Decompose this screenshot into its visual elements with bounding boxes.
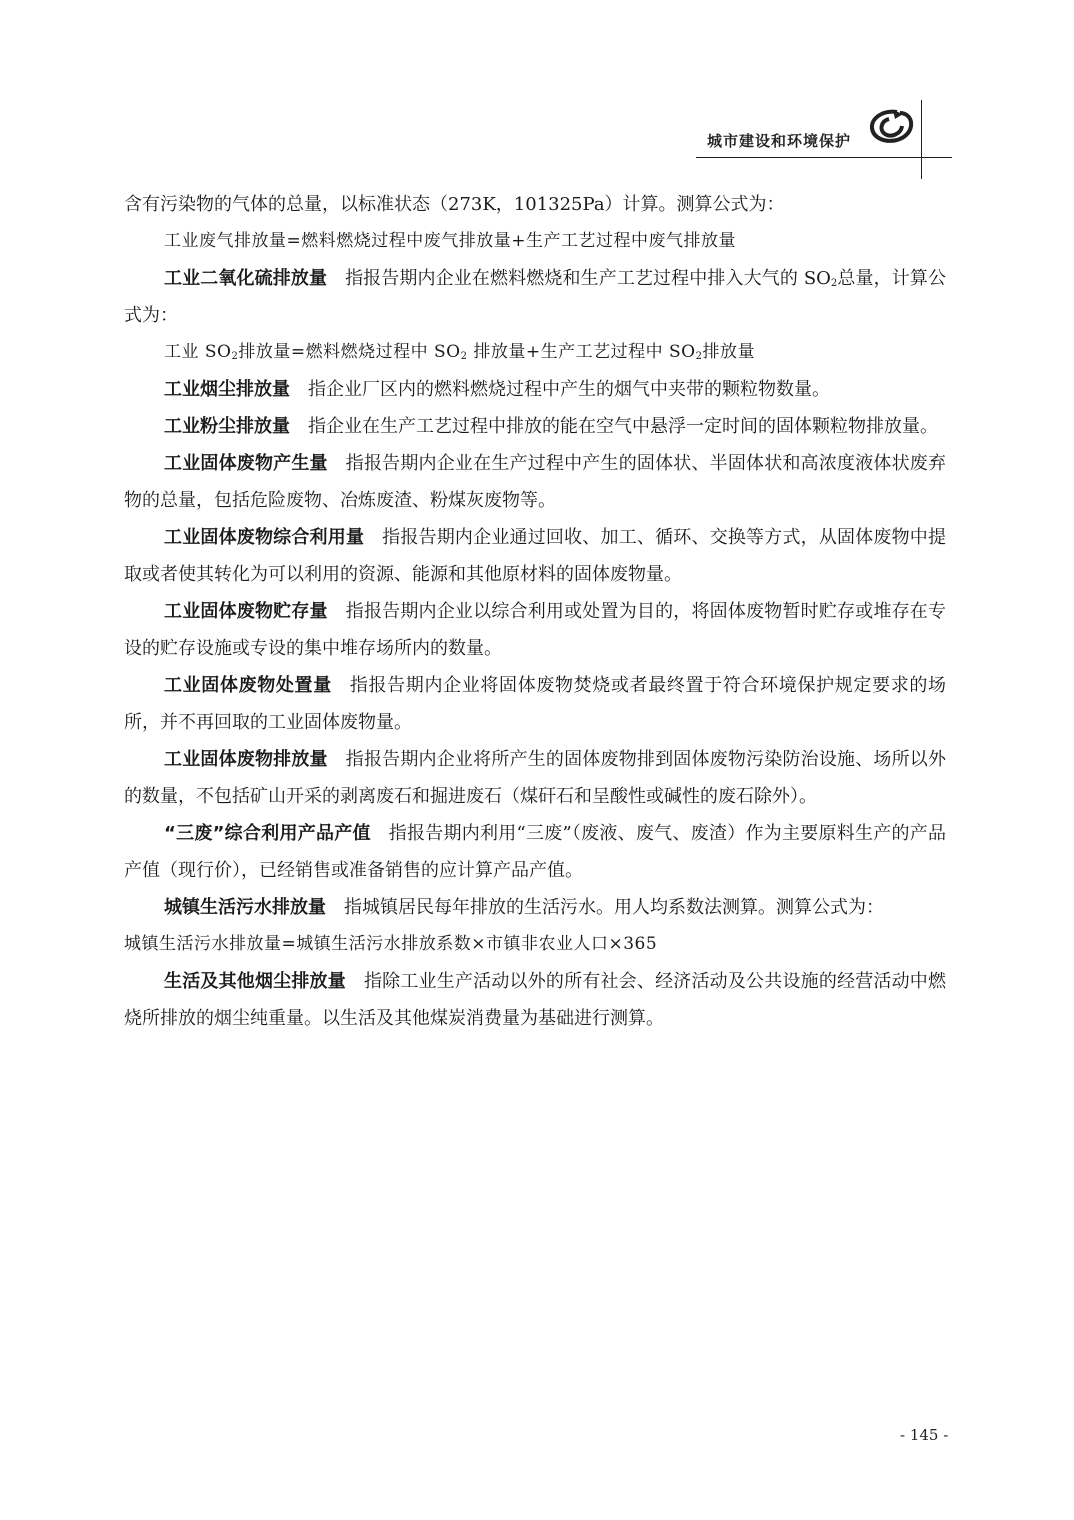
subscript: 2	[231, 351, 239, 362]
subscript: 2	[830, 278, 838, 289]
formula-so2	[124, 334, 946, 371]
definition-text: 指企业在生产工艺过程中排放的能在空气中悬浮一定时间的固体颗粒物排放量。	[308, 416, 938, 437]
term-label: 工业烟尘排放量	[164, 379, 290, 400]
page-number: - 145 -	[900, 1426, 949, 1444]
definition-text: 指报告期内企业在生产过程中产生的固体状、半固体状和高浓度液体状废弃物的总量，包括危险废物、冶炼废渣、粉煤灰废物等。	[124, 453, 947, 511]
running-header	[0, 0, 1074, 190]
term-label: 工业粉尘排放量	[164, 416, 290, 437]
definition-paragraph	[124, 741, 946, 815]
definition-text: 指报告期内企业将所产生的固体废物排到固体废物污染防治设施、场所以外的数量，不包括矿山开采的剥离废石和掘进废石（煤矸石和呈酸性或碱性的废石除外）。	[124, 749, 947, 807]
definition-so2	[124, 260, 946, 334]
subscript: 2	[460, 351, 468, 362]
subscript: 2	[695, 351, 703, 362]
definition-paragraph	[124, 815, 946, 889]
definition-text: 指报告期内企业通过回收、加工、循环、交换等方式，从固体废物中提取或者使其转化为可以利用的资源、能源和其他原材料的固体废物量。	[124, 527, 947, 585]
term-label: 工业固体废物贮存量	[164, 601, 328, 622]
definition-paragraph	[124, 593, 946, 667]
definition-text: 指报告期内企业在燃料燃烧和生产工艺过程中排入大气的 SO	[345, 268, 831, 289]
formula-part: 排放量	[702, 342, 755, 362]
definition-paragraph	[124, 519, 946, 593]
definition-text: 指除工业生产活动以外的所有社会、经济活动及公共设施的经营活动中燃烧所排放的烟尘纯重量。以生活及其他煤炭消费量为基础进行测算。	[124, 971, 946, 1029]
definition-text: 指报告期内企业以综合利用或处置为目的，将固体废物暂时贮存或堆存在专设的贮存设施或专设的集中堆存场所内的数量。	[124, 601, 947, 659]
definition-text: 指企业厂区内的燃料燃烧过程中产生的烟气中夹带的颗粒物数量。	[308, 379, 830, 400]
definition-text: 指城镇居民每年排放的生活污水。用人均系数法测算。测算公式为：	[344, 897, 884, 918]
definition-paragraph	[124, 889, 946, 926]
term-label: 工业固体废物综合利用量	[164, 527, 365, 548]
definition-paragraph	[124, 667, 946, 741]
paragraph-continuation: 含有污染物的气体的总量，以标准状态（273K，101325Pa）计算。测算公式为：	[124, 194, 785, 215]
definition-paragraph	[124, 963, 946, 1037]
term-label: “三废”综合利用产品产值	[164, 823, 371, 844]
definition-paragraph	[124, 445, 946, 519]
term-label: 工业固体废物产生量	[164, 453, 328, 474]
definition-paragraph	[124, 371, 946, 408]
circular-arrow-logo-icon	[867, 106, 915, 146]
header-title: 城市建设和环境保护	[707, 132, 852, 150]
formula-waste-gas: 工业废气排放量=燃料燃烧过程中废气排放量+生产工艺过程中废气排放量	[164, 231, 736, 251]
term-label: 生活及其他烟尘排放量	[164, 971, 346, 992]
formula-sewage: 城镇生活污水排放量=城镇生活污水排放系数×市镇非农业人口×365	[124, 934, 658, 954]
definition-text: 指报告期内利用“三废”（废液、废气、废渣）作为主要原料生产的产品产值（现行价），已经销售或准备销售的应计算产品产值。	[124, 823, 946, 881]
formula-part: 工业 SO	[164, 342, 232, 362]
formula-part: 排放量+生产工艺过程中 SO	[467, 342, 696, 362]
definition-paragraph	[124, 408, 946, 445]
term-label: 工业二氧化硫排放量	[164, 268, 328, 289]
header-rule	[696, 157, 952, 158]
definition-text: 总量，计算公式为：	[124, 268, 947, 326]
main-content	[124, 186, 946, 1037]
formula-part: 排放量=燃料燃烧过程中 SO	[238, 342, 461, 362]
term-label: 工业固体废物排放量	[164, 749, 328, 770]
term-label: 工业固体废物处置量	[164, 675, 332, 696]
definition-text: 指报告期内企业将固体废物焚烧或者最终置于符合环境保护规定要求的场所，并不再回取的工业固体废物量。	[124, 675, 947, 733]
term-label: 城镇生活污水排放量	[164, 897, 326, 918]
header-vertical-rule	[921, 100, 922, 179]
